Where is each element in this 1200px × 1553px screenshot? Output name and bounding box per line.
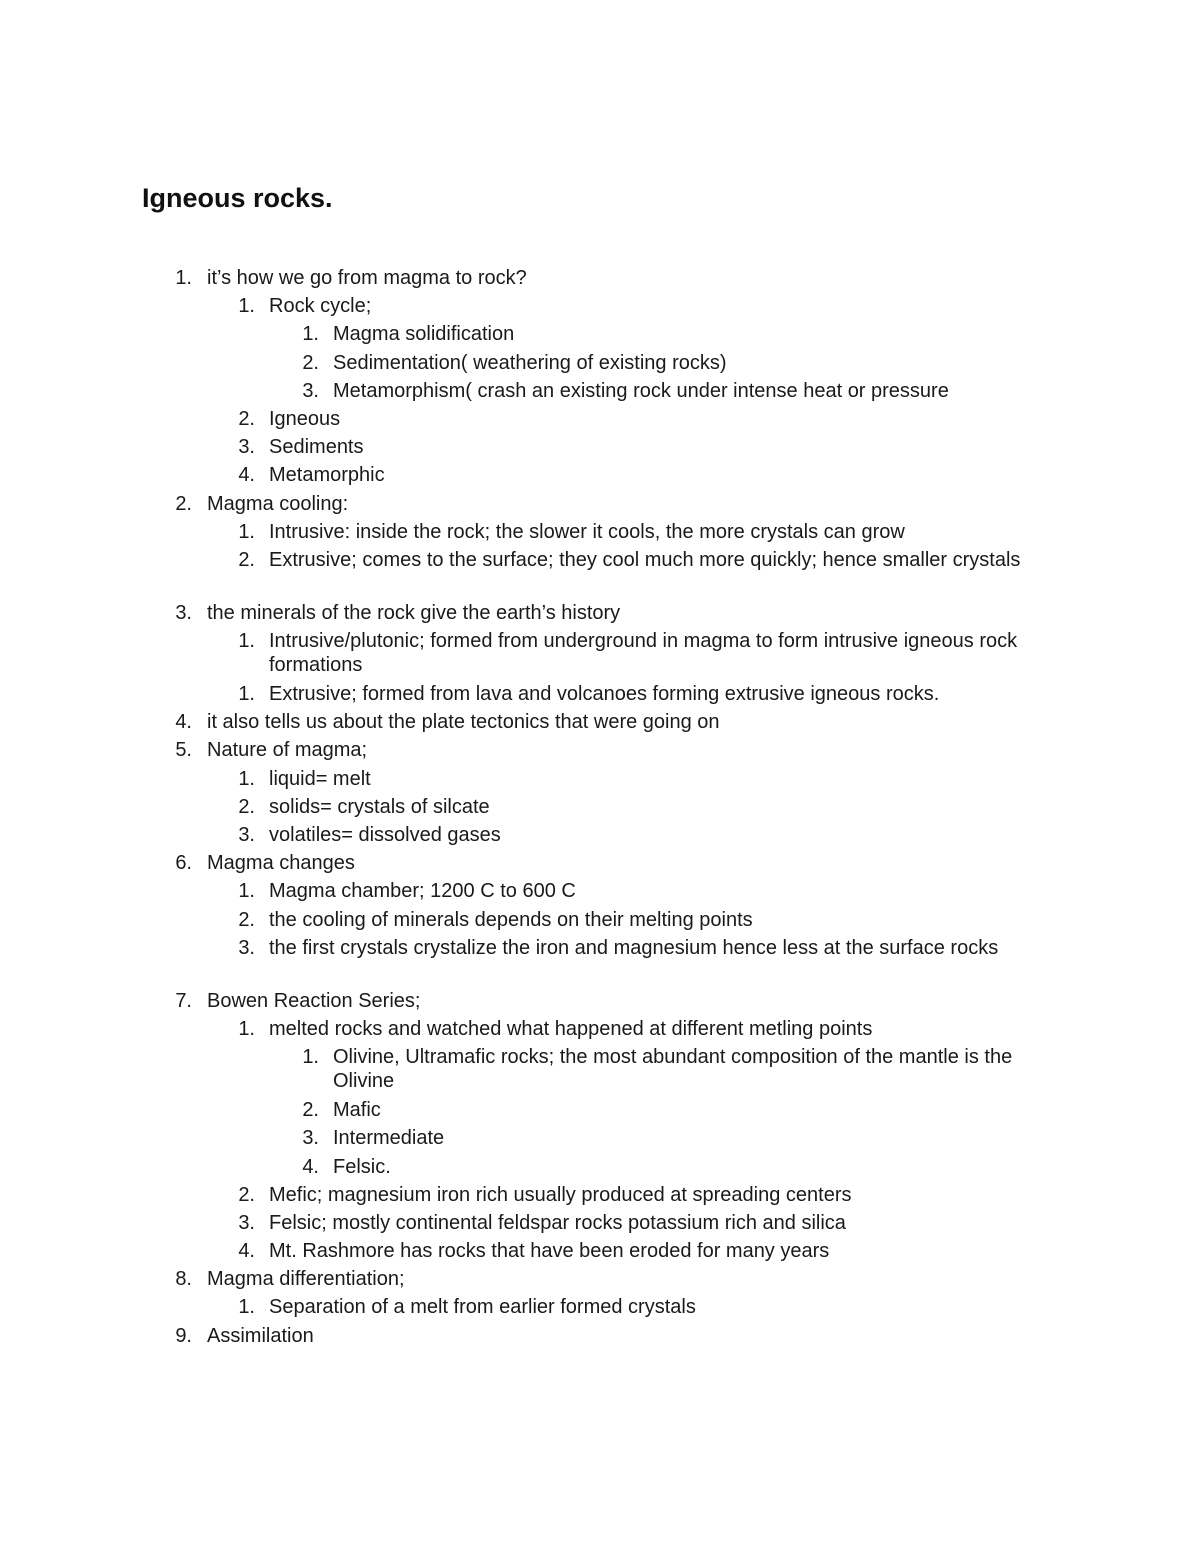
list-item-text: Rock cycle; — [269, 295, 372, 318]
outline-list — [0, 266, 1200, 1352]
list-item-number: 3. — [238, 1211, 255, 1234]
list-item-number: 1. — [238, 295, 255, 318]
list-item-text: Olivine, Ultramafic rocks; the most abundant composition of the mantle is the Olivine — [333, 1046, 1013, 1093]
list-item — [0, 936, 1200, 989]
list-item-text: Metamorphism( crash an existing rock under intense heat or pressure — [333, 379, 949, 402]
list-item — [0, 629, 1200, 682]
list-item-number: 4. — [238, 1240, 255, 1263]
list-item — [0, 1239, 1200, 1267]
list-item — [0, 1098, 1200, 1126]
list-item — [0, 1045, 1200, 1098]
list-item — [0, 1126, 1200, 1154]
list-item-text: Sediments — [269, 436, 364, 459]
list-item-number: 7. — [175, 989, 192, 1012]
list-item — [0, 795, 1200, 823]
list-item-text: Mefic; magnesium iron rich usually produced at spreading centers — [269, 1183, 852, 1206]
list-item-number: 6. — [175, 852, 192, 875]
list-item-number: 2. — [302, 1099, 319, 1122]
list-item — [0, 710, 1200, 738]
list-item — [0, 322, 1200, 350]
list-item-text: Extrusive; formed from lava and volcanoes forming extrusive igneous rocks. — [269, 683, 940, 706]
list-item — [0, 379, 1200, 407]
list-item-text: volatiles= dissolved gases — [269, 824, 501, 846]
list-item-text: the first crystals crystalize the iron and magnesium hence less at the surface rocks — [269, 936, 999, 959]
list-item — [0, 1017, 1200, 1045]
list-item-number: 3. — [238, 436, 255, 459]
list-item-text: Igneous — [269, 407, 341, 430]
list-item-number: 1. — [238, 1017, 255, 1040]
list-item — [0, 1267, 1200, 1295]
list-item-text: Assimilation — [207, 1324, 314, 1347]
list-item-number: 1. — [238, 520, 255, 543]
list-item-text: Intrusive: inside the rock; the slower it cools, the more crystals can grow — [269, 520, 905, 543]
list-item-text: Nature of magma; — [207, 739, 368, 762]
list-item — [0, 294, 1200, 322]
list-item-text: Magma solidification — [333, 323, 515, 346]
list-item-text: Extrusive; comes to the surface; they cool much more quickly; hence smaller crystals — [269, 548, 1021, 571]
list-item-number: 8. — [175, 1268, 192, 1291]
list-item-text: Separation of a melt from earlier formed crystals — [269, 1296, 696, 1319]
list-item-number: 1. — [238, 683, 255, 706]
list-item-text: Mt. Rashmore has rocks that have been eroded for many years — [269, 1240, 830, 1263]
list-item-text: Metamorphic — [269, 464, 385, 487]
list-item-number: 2. — [238, 795, 255, 818]
list-item-text: Intrusive/plutonic; formed from underground in magma to form intrusive igneous rock formations — [269, 630, 1018, 677]
list-item — [0, 1211, 1200, 1239]
list-item — [0, 1295, 1200, 1323]
list-item-text: Felsic; mostly continental feldspar rocks potassium rich and silica — [269, 1211, 846, 1234]
list-item-number: 3. — [238, 936, 255, 959]
list-item-text: Felsic. — [333, 1155, 391, 1178]
list-item-number: 4. — [175, 711, 192, 734]
list-item — [0, 879, 1200, 907]
list-item-number: 9. — [175, 1324, 192, 1347]
list-item-text: Bowen Reaction Series; — [207, 989, 421, 1012]
page-title: Igneous rocks. — [142, 183, 333, 213]
list-item-text: it also tells us about the plate tectonics that were going on — [207, 711, 720, 734]
list-item-number: 2. — [238, 908, 255, 931]
list-item-text: Sedimentation( weathering of existing rocks) — [333, 351, 727, 374]
list-item-number: 1. — [238, 1296, 255, 1319]
list-item-number: 2. — [238, 407, 255, 430]
list-item — [0, 767, 1200, 795]
list-item — [0, 351, 1200, 379]
list-item-text: the cooling of minerals depends on their melting points — [269, 908, 753, 931]
list-item-number: 1. — [238, 880, 255, 903]
list-item-number: 2. — [238, 548, 255, 571]
list-item-number: 1. — [302, 323, 319, 346]
list-item — [0, 989, 1200, 1017]
list-item-text: Mafic — [333, 1099, 381, 1122]
list-item — [0, 1324, 1200, 1352]
list-item-number: 3. — [238, 824, 255, 846]
list-item — [0, 1155, 1200, 1183]
list-item-number: 2. — [238, 1183, 255, 1206]
list-item — [0, 601, 1200, 629]
list-item-text: the minerals of the rock give the earth’s history — [207, 601, 621, 624]
list-item-text: Magma differentiation; — [207, 1268, 405, 1291]
list-item-number: 1. — [238, 767, 255, 790]
list-item-text: solids= crystals of silcate — [269, 795, 490, 818]
list-item-text: it’s how we go from magma to rock? — [207, 267, 527, 289]
list-item-text: melted rocks and watched what happened at different metling points — [269, 1017, 873, 1040]
list-item — [0, 738, 1200, 766]
list-item — [0, 266, 1200, 294]
list-item-number: 4. — [302, 1155, 319, 1178]
list-item — [0, 520, 1200, 548]
list-item-number: 4. — [238, 464, 255, 487]
list-item — [0, 435, 1200, 463]
list-item — [0, 407, 1200, 435]
list-item-number: 1. — [175, 267, 192, 289]
list-item-text: Intermediate — [333, 1127, 445, 1150]
list-item-number: 1. — [302, 1046, 319, 1069]
list-item — [0, 851, 1200, 879]
list-item-text: Magma changes — [207, 852, 355, 875]
list-item — [0, 548, 1200, 601]
list-item — [0, 823, 1200, 851]
list-item-text: liquid= melt — [269, 767, 371, 790]
list-item — [0, 463, 1200, 491]
list-item-text: Magma chamber; 1200 C to 600 C — [269, 880, 576, 903]
list-item-number: 1. — [238, 630, 255, 653]
list-item — [0, 908, 1200, 936]
list-item-number: 3. — [302, 379, 319, 402]
list-item — [0, 492, 1200, 520]
list-item-number: 2. — [302, 351, 319, 374]
list-item-number: 3. — [302, 1127, 319, 1150]
list-item-number: 3. — [175, 601, 192, 624]
list-item-number: 2. — [175, 492, 192, 515]
list-item — [0, 1183, 1200, 1211]
list-item-text: Magma cooling: — [207, 492, 349, 515]
list-item — [0, 682, 1200, 710]
list-item-number: 5. — [175, 739, 192, 762]
